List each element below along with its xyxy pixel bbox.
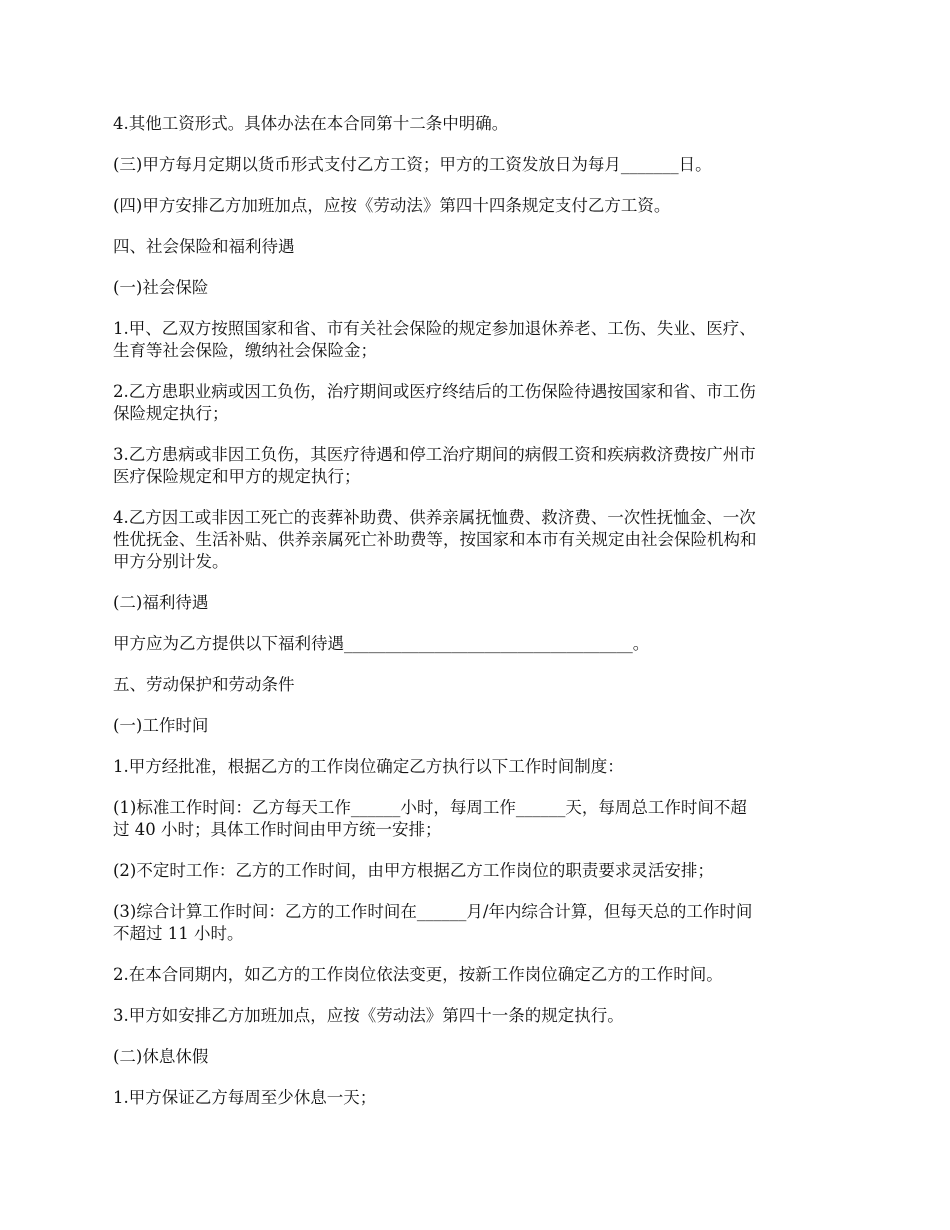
paragraph-standard-hours: (1)标准工作时间：乙方每天工作______小时，每周工作______天，每周总工作时间不超 过 40 小时；具体工作时间由甲方统一安排；: [113, 798, 747, 839]
subheading-social-insurance: (一)社会保险: [113, 278, 209, 297]
paragraph-overtime-pay: (四)甲方安排乙方加班加点，应按《劳动法》第四十四条规定支付乙方工资。: [113, 196, 671, 215]
subheading-rest-leave: (二)休息休假: [113, 1047, 209, 1066]
paragraph-insurance-participation: 1.甲、乙双方按照国家和省、市有关社会保险的规定参加退休养老、工伤、失业、医疗、 生育等社会保险，缴纳社会保险金；: [113, 319, 756, 360]
section-heading-labor-protection: 五、劳动保护和劳动条件: [113, 675, 295, 694]
paragraph-overtime-rules: 3.甲方如安排乙方加班加点，应按《劳动法》第四十一条的规定执行。: [113, 1006, 624, 1025]
paragraph-wage-payment-day: (三)甲方每月定期以货币形式支付乙方工资；甲方的工资发放日为每月_______日。: [113, 155, 712, 174]
section-heading-social-insurance-welfare: 四、社会保险和福利待遇: [113, 237, 295, 256]
paragraph-flexible-hours: (2)不定时工作：乙方的工作时间，由甲方根据乙方工作岗位的职责要求灵活安排；: [113, 861, 714, 880]
paragraph-welfare-provision: 甲方应为乙方提供以下福利待遇___________________________________。: [113, 634, 650, 653]
subheading-welfare-benefits: (二)福利待遇: [113, 593, 209, 612]
paragraph-non-work-illness: 3.乙方患病或非因工负伤，其医疗待遇和停工治疗期间的病假工资和疾病救济费按广州市 医疗保险规定和甲方的规定执行；: [113, 445, 756, 486]
paragraph-weekly-rest: 1.甲方保证乙方每周至少休息一天；: [113, 1088, 377, 1107]
paragraph-occupational-injury: 2.乙方患职业病或因工负伤，治疗期间或医疗终结后的工伤保险待遇按国家和省、市工伤 保险规定执行；: [113, 382, 756, 423]
paragraph-position-change: 2.在本合同期内，如乙方的工作岗位依法变更，按新工作岗位确定乙方的工作时间。: [113, 965, 723, 984]
paragraph-death-benefits: 4.乙方因工或非因工死亡的丧葬补助费、供养亲属抚恤费、救济费、一次性抚恤金、一次 性优抚金、生活补贴、供养亲属死亡补助费等，按国家和本市有关规定由社会保险机构和 甲方分别计发。: [113, 508, 757, 571]
paragraph-other-wage-forms: 4.其他工资形式。具体办法在本合同第十二条中明确。: [113, 114, 509, 133]
subheading-working-hours: (一)工作时间: [113, 716, 209, 735]
paragraph-hours-system: 1.甲方经批准，根据乙方的工作岗位确定乙方执行以下工作时间制度：: [113, 757, 624, 776]
paragraph-comprehensive-hours: (3)综合计算工作时间：乙方的工作时间在______月/年内综合计算，但每天总的工作时间 不超过 11 小时。: [113, 902, 753, 943]
